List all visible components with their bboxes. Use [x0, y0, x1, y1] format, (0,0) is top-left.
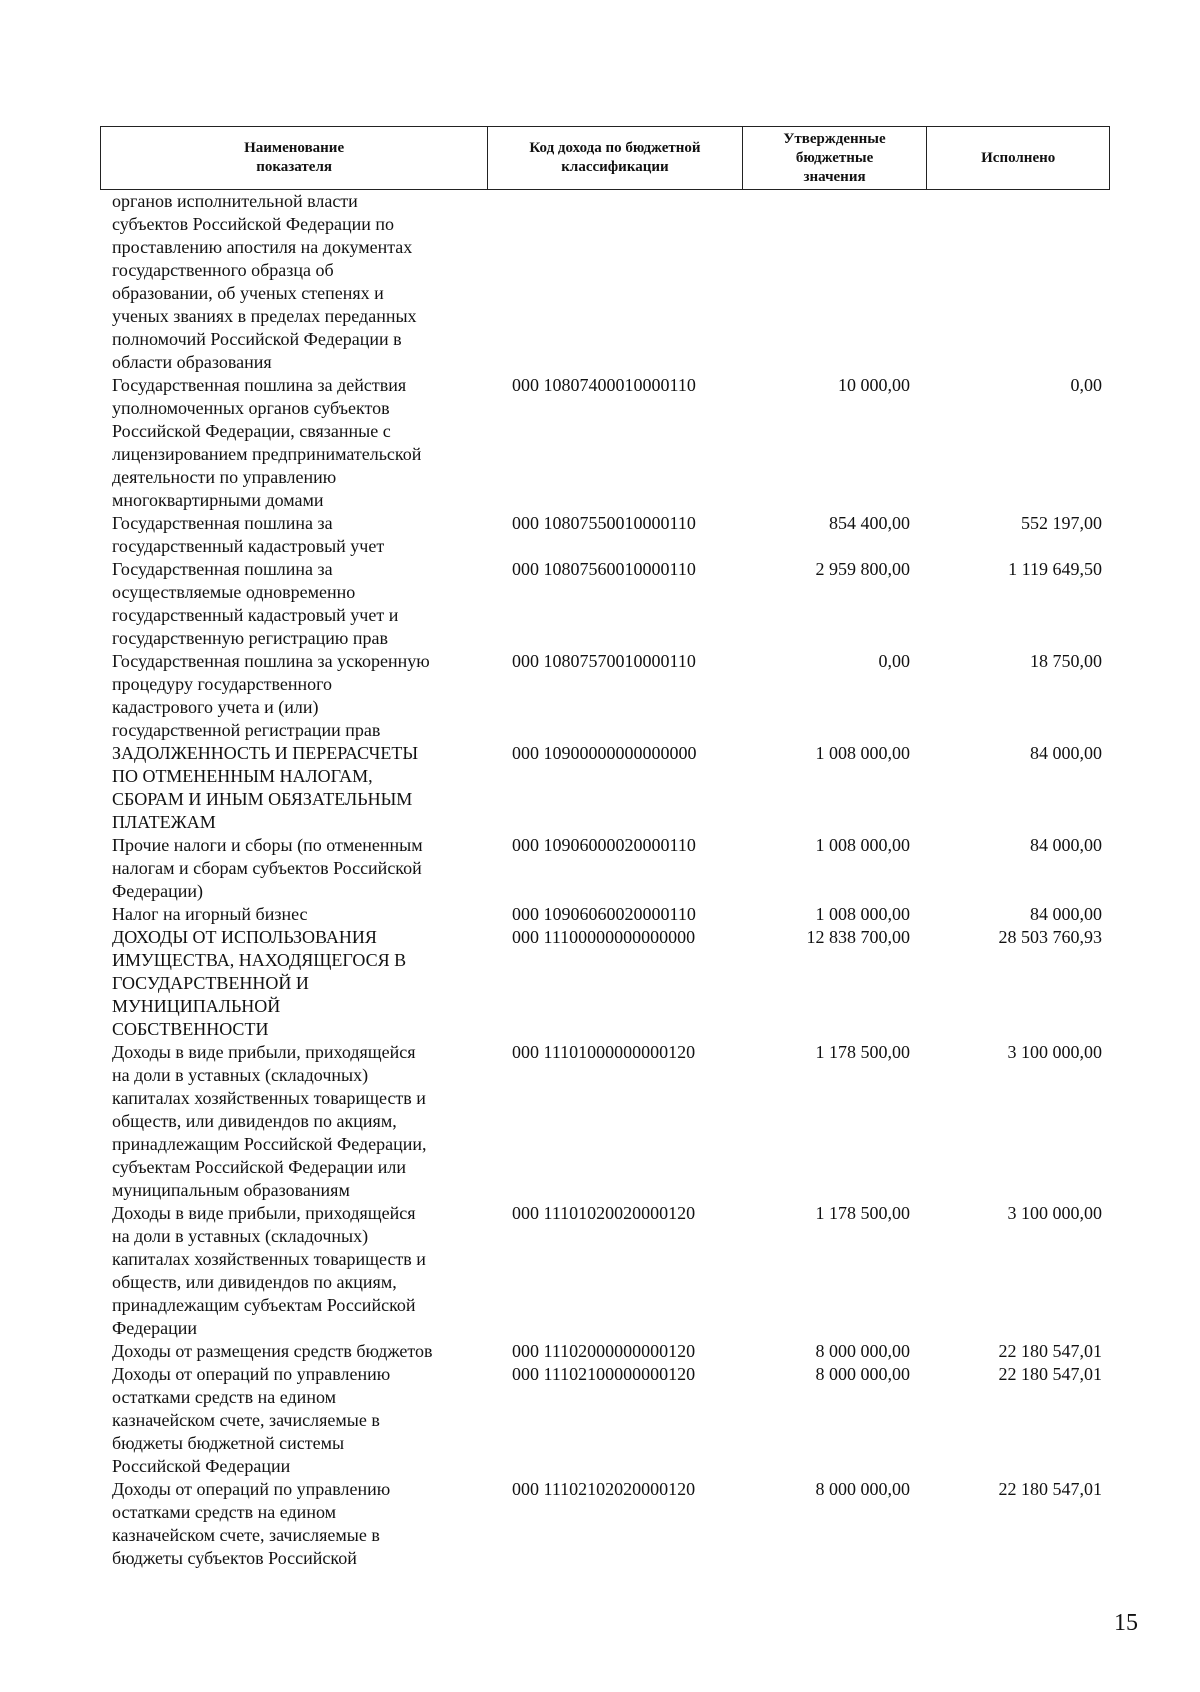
row-executed: 84 000,00: [1030, 904, 1102, 924]
row-code: 000 11101000000000120: [512, 1042, 696, 1062]
header-approved: Утвержденные бюджетные значения: [743, 127, 928, 189]
row-approved: 8 000 000,00: [815, 1364, 910, 1384]
row-executed: 28 503 760,93: [998, 927, 1102, 947]
row-name: Доходы от операций по управлению остатками средств на едином казначейском счете, зачисляемые в бюджеты субъектов Российской: [112, 1479, 391, 1568]
table-row: [100, 742, 1110, 834]
row-code: 000 10906060020000110: [512, 904, 696, 924]
table-row: [100, 1340, 1110, 1363]
row-name: Доходы в виде прибыли, приходящейся на доли в уставных (складочных) капиталах хозяйственных товариществ и обществ, или дивидендов по акциям, принадлежащим Российской Федерации, субъектам Российской Федерации или муниципальным образованиям: [112, 1042, 427, 1200]
table-row: [100, 558, 1110, 650]
row-approved: 1 008 000,00: [815, 835, 910, 855]
row-code: 000 10807560010000110: [512, 559, 696, 579]
row-code: 000 11100000000000000: [512, 927, 696, 947]
row-approved: [743, 190, 928, 374]
table-row: [100, 903, 1110, 926]
row-code: 000 11101020020000120: [512, 1203, 696, 1223]
row-executed: 3 100 000,00: [1007, 1203, 1102, 1223]
row-code: 000 10807550010000110: [512, 513, 696, 533]
header-name: Наименование показателя: [101, 127, 488, 189]
row-executed: 3 100 000,00: [1007, 1042, 1102, 1062]
row-code: 000 10900000000000000: [512, 743, 697, 763]
row-name: Государственная пошлина за действия уполномоченных органов субъектов Российской Федерации, связанные с лицензированием предпринимательской деятельности по управлению многоквартирными домами: [112, 375, 422, 510]
table-row: [100, 926, 1110, 1041]
row-executed: 1 119 649,50: [1008, 559, 1102, 579]
row-approved: 8 000 000,00: [815, 1341, 910, 1361]
row-code: [488, 190, 743, 374]
row-name: органов исполнительной власти субъектов Российской Федерации по проставлению апостиля на документах государственного образца об образовании, об ученых степенях и ученых званиях в пределах переданных полномочий Российской Федерации в области образования: [112, 191, 417, 372]
row-name: Доходы в виде прибыли, приходящейся на доли в уставных (складочных) капиталах хозяйственных товариществ и обществ, или дивидендов по акциям, принадлежащим субъектам Российской Федерации: [112, 1203, 426, 1338]
table-row: [100, 1202, 1110, 1340]
row-name: Государственная пошлина за осуществляемые одновременно государственный кадастровый учет и государственную регистрацию прав: [112, 559, 399, 648]
table-row: [100, 1478, 1110, 1570]
row-code: 000 11102000000000120: [512, 1341, 696, 1361]
row-name: ДОХОДЫ ОТ ИСПОЛЬЗОВАНИЯ ИМУЩЕСТВА, НАХОДЯЩЕГОСЯ В ГОСУДАРСТВЕННОЙ И МУНИЦИПАЛЬНОЙ СОБСТВЕННОСТИ: [112, 927, 407, 1039]
row-approved: 10 000,00: [838, 375, 910, 395]
row-name: Доходы от операций по управлению остатками средств на едином казначейском счете, зачисляемые в бюджеты бюджетной системы Российской Федерации: [112, 1364, 391, 1476]
row-code: 000 11102100000000120: [512, 1364, 696, 1384]
table-row: [100, 374, 1110, 512]
row-code: 000 10807570010000110: [512, 651, 696, 671]
row-executed: 22 180 547,01: [998, 1341, 1102, 1361]
table-row: [100, 1041, 1110, 1202]
row-name: Прочие налоги и сборы (по отмененным налогам и сборам субъектов Российской Федерации): [112, 835, 423, 901]
page-number: 15: [1114, 1610, 1138, 1636]
row-name: Государственная пошлина за ускоренную процедуру государственного кадастрового учета и (или) государственной регистрации прав: [112, 651, 430, 740]
row-executed: 84 000,00: [1030, 743, 1102, 763]
header-code: Код дохода по бюджетной классификации: [488, 127, 743, 189]
row-executed: 18 750,00: [1030, 651, 1102, 671]
row-code: 000 11102102020000120: [512, 1479, 696, 1499]
table-body: [100, 190, 1110, 1570]
row-approved: 1 178 500,00: [815, 1042, 910, 1062]
row-executed: [928, 190, 1110, 374]
table-row: [100, 834, 1110, 903]
row-approved: 12 838 700,00: [806, 927, 910, 947]
row-name: Налог на игорный бизнес: [112, 904, 308, 924]
row-executed: 84 000,00: [1030, 835, 1102, 855]
table-row: [100, 650, 1110, 742]
row-name: Доходы от размещения средств бюджетов: [112, 1341, 433, 1361]
table-row: [100, 1363, 1110, 1478]
table-row: [100, 190, 1110, 374]
row-approved: 1 008 000,00: [815, 743, 910, 763]
row-approved: 8 000 000,00: [815, 1479, 910, 1499]
row-executed: 22 180 547,01: [998, 1364, 1102, 1384]
row-executed: 0,00: [1070, 375, 1102, 395]
row-approved: 854 400,00: [829, 513, 910, 533]
row-name: ЗАДОЛЖЕННОСТЬ И ПЕРЕРАСЧЕТЫ ПО ОТМЕНЕННЫМ НАЛОГАМ, СБОРАМ И ИНЫМ ОБЯЗАТЕЛЬНЫМ ПЛАТЕЖАМ: [112, 743, 419, 832]
row-approved: 0,00: [878, 651, 910, 671]
row-executed: 552 197,00: [1021, 513, 1102, 533]
header-executed: Исполнено: [981, 149, 1056, 166]
row-approved: 2 959 800,00: [815, 559, 910, 579]
table-row: [100, 512, 1110, 558]
row-executed: 22 180 547,01: [998, 1479, 1102, 1499]
table-header: [100, 126, 1110, 190]
row-code: 000 10807400010000110: [512, 375, 696, 395]
row-name: Государственная пошлина за государственный кадастровый учет: [112, 513, 385, 556]
row-approved: 1 008 000,00: [815, 904, 910, 924]
row-code: 000 10906000020000110: [512, 835, 696, 855]
row-approved: 1 178 500,00: [815, 1203, 910, 1223]
